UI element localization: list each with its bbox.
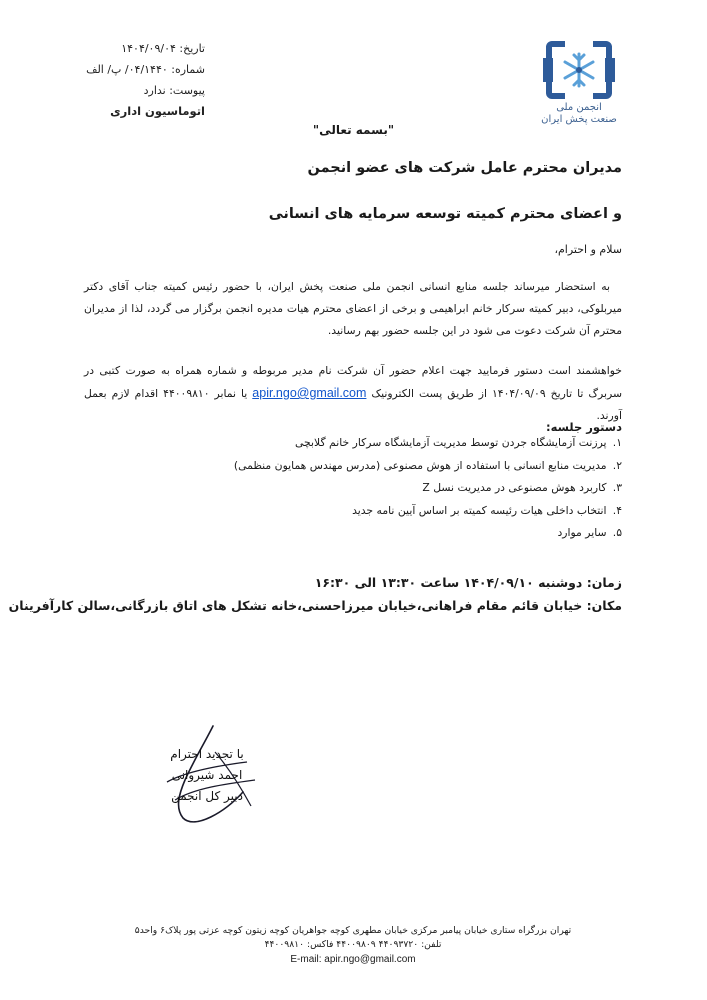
agenda-item-text: پرزنت آزمایشگاه جردن توسط مدیریت آزمایشگاه سرکار خانم گلابچی bbox=[295, 436, 607, 449]
paragraph-2-tail: یا نمابر ۴۴۰۰۹۸۱۰ اقدام لازم بعمل آورند. bbox=[84, 387, 622, 422]
letter-meta bbox=[55, 38, 205, 122]
signature-closing: با تجدید احترام bbox=[170, 747, 244, 761]
body-paragraph-1: به استحضار میرساند جلسه منابع انسانی انجمن ملی صنعت پخش ایران، با حضور رئیس کمیته جناب آقای دکتر میربلوکی، دبیر کمیته سرکار خانم ابراهیمی و برخی از اعضای محترم هیات مدیره انجمن برگزار می گردد، لذا از مدیران محترم آن شرکت دعوت می شود در این جلسه حضور بهم رسانید. bbox=[84, 280, 622, 337]
letter-date: تاریخ: ۱۴۰۴/۰۹/۰۴ bbox=[121, 42, 205, 55]
paragraph-2-text: خواهشمند است دستور فرمایید جهت اعلام حضور آن شرکت نام مدیر مربوطه و شماره همراه به صورت کتبی در سربرگ تا تاریخ ۱۴۰۴/۰۹/۰۹ از طریق پست الکترونیک bbox=[84, 364, 622, 400]
org-name-line1: انجمن ملی bbox=[556, 102, 602, 113]
footer bbox=[100, 924, 606, 968]
agenda-title: دستور جلسه: bbox=[546, 420, 622, 434]
snowflake-logo-icon bbox=[541, 40, 617, 100]
signature-block bbox=[147, 744, 267, 807]
letterhead-logo bbox=[541, 40, 617, 130]
agenda-item-number: ۵. bbox=[612, 526, 622, 539]
greeting: سلام و احترام، bbox=[554, 243, 622, 256]
agenda-item-number: ۴. bbox=[612, 503, 622, 517]
meeting-place: مکان: خیابان قائم مقام فراهانی،خیابان میرزاحسنی،خانه تشکل های اتاق بازرگانی،سالن کارآفرینان bbox=[8, 598, 622, 613]
letter-attachment: پیوست: ندارد bbox=[143, 84, 205, 97]
agenda-item-text: کاربرد هوش مصنوعی در مدیریت نسل Z bbox=[422, 481, 607, 494]
agenda-item-text: سایر موارد bbox=[557, 526, 607, 539]
footer-phones: تلفن: ۴۴۰۹۳۷۲۰ ۴۴۰۰۹۸۰۹ فاکس: ۴۴۰۰۹۸۱۰ bbox=[264, 939, 442, 950]
recipient-line-1: مدیران محترم عامل شرکت های عضو انجمن bbox=[307, 160, 622, 176]
letter-number: شماره: ۰۴/۱۴۴۰/ پ/ الف bbox=[86, 63, 205, 76]
agenda-item-text: مدیریت منابع انسانی با استفاده از هوش مصنوعی (مدرس مهندس همایون منظمی) bbox=[233, 458, 607, 472]
bismillah: "بسمه تعالی" bbox=[312, 123, 395, 137]
recipient-line-2: و اعضای محترم کمیته توسعه سرمایه های انسانی bbox=[268, 206, 622, 222]
signatory-name: احمد شیروانی bbox=[171, 768, 243, 782]
agenda-item-number: ۳. bbox=[612, 481, 622, 494]
agenda-list bbox=[82, 432, 622, 545]
agenda-item bbox=[82, 477, 622, 500]
body-paragraph-2 bbox=[84, 360, 622, 427]
agenda-item bbox=[82, 432, 622, 455]
footer-address: تهران بزرگراه ستاری خیابان پیامبر مرکزی خیابان مطهری کوچه جواهریان کوچه زیتون کوچه عزتی پور پلاک۶ واحد۵ bbox=[134, 925, 572, 936]
footer-email[interactable]: E-mail: apir.ngo@gmail.com bbox=[290, 954, 416, 965]
signatory-title: دبیر کل انجمن bbox=[171, 789, 243, 803]
meeting-time: زمان: دوشنبه ۱۴۰۴/۰۹/۱۰ ساعت ۱۳:۳۰ الی ۱۶:۳۰ bbox=[314, 575, 622, 590]
agenda-item-text: انتخاب داخلی هیات رئیسه کمیته بر اساس آیین نامه جدید bbox=[352, 503, 607, 517]
agenda-item bbox=[82, 500, 622, 523]
letter-unit: اتوماسیون اداری bbox=[110, 104, 205, 118]
agenda-item bbox=[82, 522, 622, 545]
agenda-item-number: ۱. bbox=[612, 436, 622, 449]
agenda-item bbox=[82, 455, 622, 478]
agenda-item-number: ۲. bbox=[612, 458, 622, 472]
org-name-line2: صنعت پخش ایران bbox=[541, 114, 617, 125]
email-link[interactable]: apir.ngo@gmail.com bbox=[252, 386, 367, 400]
